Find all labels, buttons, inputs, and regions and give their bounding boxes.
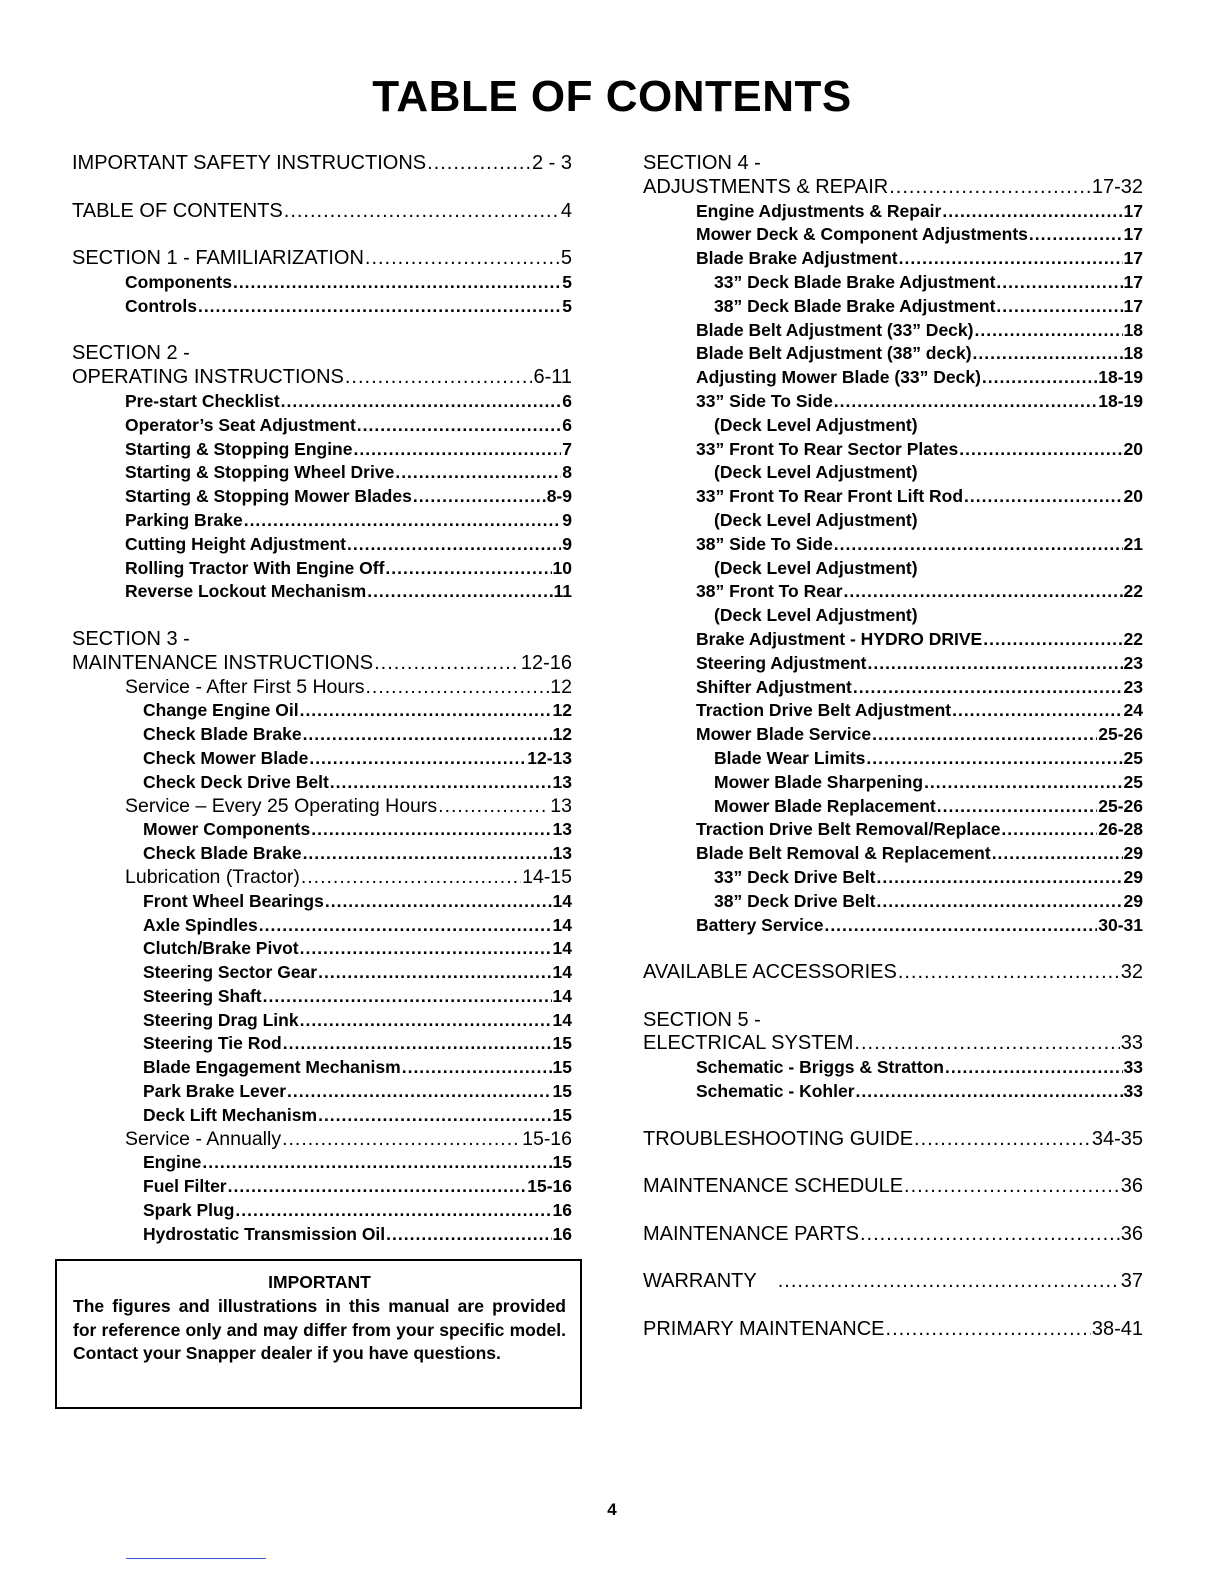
toc-subentry[interactable]: 38” Side To Side ..... 21 bbox=[643, 533, 1143, 557]
section-3-items bbox=[72, 676, 572, 1247]
toc-subentry[interactable]: Check Mower Blade ..... 12-13 bbox=[72, 747, 572, 771]
toc-subentry[interactable]: Schematic - Briggs & Stratton ..... 33 bbox=[643, 1056, 1143, 1080]
section-4-items bbox=[643, 200, 1143, 938]
toc-subentry[interactable]: Traction Drive Belt Adjustment ..... 24 bbox=[643, 699, 1143, 723]
toc-entry-label: MAINTENANCE INSTRUCTIONS bbox=[72, 651, 374, 674]
toc-right-column bbox=[643, 152, 1143, 1342]
toc-subentry[interactable]: Hydrostatic Transmission Oil ..... 16 bbox=[72, 1223, 572, 1247]
toc-subentry-note: (Deck Level Adjustment) bbox=[714, 605, 918, 626]
toc-subentry[interactable]: 33” Front To Rear Front Lift Rod ..... 20 bbox=[643, 485, 1143, 509]
toc-subentry[interactable]: Shifter Adjustment ..... 23 bbox=[643, 676, 1143, 700]
toc-entry-section-4[interactable] bbox=[643, 176, 1143, 200]
toc-subentry[interactable]: Traction Drive Belt Removal/Replace ..... 26-28 bbox=[643, 818, 1143, 842]
toc-entry-accessories[interactable]: AVAILABLE ACCESSORIES ..... 32 bbox=[643, 961, 1143, 985]
toc-subentry[interactable]: Mower Blade Sharpening ..... 25 bbox=[643, 771, 1143, 795]
toc-subentry[interactable]: Pre-start Checklist ..... 6 bbox=[72, 390, 572, 414]
toc-group-entry[interactable]: Service - After First 5 Hours ..... 12 bbox=[72, 676, 572, 700]
toc-subentry[interactable]: Spark Plug ..... 16 bbox=[72, 1199, 572, 1223]
toc-subentry[interactable]: Controls ..... 5 bbox=[72, 295, 572, 319]
toc-subentry-note: (Deck Level Adjustment) bbox=[714, 462, 918, 483]
page-number: 4 bbox=[607, 1500, 617, 1519]
toc-subentry[interactable]: Blade Belt Adjustment (38” deck) ..... 18 bbox=[643, 342, 1143, 366]
toc-subentry[interactable]: Components ..... 5 bbox=[72, 271, 572, 295]
toc-entry-toc[interactable] bbox=[72, 200, 572, 224]
toc-entry-label: SECTION 1 - FAMILIARIZATION bbox=[72, 247, 364, 270]
toc-subentry[interactable]: Steering Adjustment ..... 23 bbox=[643, 652, 1143, 676]
toc-subentry[interactable]: Park Brake Lever ..... 15 bbox=[72, 1080, 572, 1104]
toc-subentry[interactable]: Steering Sector Gear ..... 14 bbox=[72, 961, 572, 985]
toc-subentry[interactable]: Cutting Height Adjustment ..... 9 bbox=[72, 533, 572, 557]
toc-entry-page: 12-16 bbox=[520, 651, 572, 674]
page-title: TABLE OF CONTENTS bbox=[372, 72, 852, 121]
toc-subentry[interactable]: Axle Spindles ..... 14 bbox=[72, 914, 572, 938]
section-2-items bbox=[72, 390, 572, 604]
toc-entry-label: IMPORTANT SAFETY INSTRUCTIONS bbox=[72, 152, 427, 174]
toc-subentry[interactable]: Mower Deck & Component Adjustments ..... 17 bbox=[643, 223, 1143, 247]
toc-entry-label: ADJUSTMENTS & REPAIR bbox=[643, 175, 889, 198]
toc-subentry[interactable]: Brake Adjustment - HYDRO DRIVE ..... 22 bbox=[643, 628, 1143, 652]
toc-entry-section-3[interactable] bbox=[72, 652, 572, 676]
toc-subentry[interactable]: Starting & Stopping Engine ..... 7 bbox=[72, 438, 572, 462]
toc-subentry[interactable]: Blade Belt Removal & Replacement ..... 29 bbox=[643, 842, 1143, 866]
toc-subentry[interactable]: Check Deck Drive Belt ..... 13 bbox=[72, 771, 572, 795]
toc-subentry[interactable]: Blade Belt Adjustment (33” Deck) ..... 18 bbox=[643, 319, 1143, 343]
toc-subentry[interactable]: Reverse Lockout Mechanism ..... 11 bbox=[72, 580, 572, 604]
toc-entry-page: 17-32 bbox=[1091, 175, 1143, 198]
toc-entry-label: OPERATING INSTRUCTIONS bbox=[72, 366, 344, 389]
toc-subentry[interactable]: Starting & Stopping Mower Blades ..... 8-9 bbox=[72, 485, 572, 509]
toc-subentry[interactable]: 33” Front To Rear Sector Plates ..... 20 bbox=[643, 438, 1143, 462]
toc-group-entry[interactable]: Service - Annually ..... 15-16 bbox=[72, 1128, 572, 1152]
section-2-heading: SECTION 2 - bbox=[72, 342, 190, 365]
toc-subentry-note: (Deck Level Adjustment) bbox=[714, 414, 918, 435]
toc-entry-section-1[interactable] bbox=[72, 247, 572, 271]
toc-subentry[interactable]: Steering Shaft ..... 14 bbox=[72, 985, 572, 1009]
toc-subentry[interactable]: Deck Lift Mechanism ..... 15 bbox=[72, 1104, 572, 1128]
toc-left-column bbox=[72, 152, 572, 1247]
toc-subentry[interactable]: Parking Brake ..... 9 bbox=[72, 509, 572, 533]
toc-subentry[interactable]: Fuel Filter ..... 15-16 bbox=[72, 1175, 572, 1199]
toc-group-entry[interactable]: Lubrication (Tractor) ..... 14-15 bbox=[72, 866, 572, 890]
section-5-heading: SECTION 5 - bbox=[643, 1008, 761, 1031]
toc-entry-safety[interactable] bbox=[72, 152, 572, 176]
toc-entry-maintenance-parts[interactable]: MAINTENANCE PARTS ..... 36 bbox=[643, 1223, 1143, 1247]
toc-entry-page: 5 bbox=[560, 247, 572, 270]
toc-subentry[interactable]: Steering Tie Rod ..... 15 bbox=[72, 1032, 572, 1056]
toc-group-entry[interactable]: Service – Every 25 Operating Hours ..... 13 bbox=[72, 795, 572, 819]
toc-subentry[interactable]: 33” Side To Side ..... 18-19 bbox=[643, 390, 1143, 414]
toc-subentry[interactable]: Clutch/Brake Pivot ..... 14 bbox=[72, 937, 572, 961]
toc-subentry[interactable]: 33” Deck Drive Belt ..... 29 bbox=[643, 866, 1143, 890]
toc-subentry[interactable]: Adjusting Mower Blade (33” Deck) ..... 18-19 bbox=[643, 366, 1143, 390]
toc-subentry[interactable]: Schematic - Kohler ..... 33 bbox=[643, 1080, 1143, 1104]
toc-subentry-note: (Deck Level Adjustment) bbox=[714, 557, 918, 578]
toc-subentry[interactable]: 38” Front To Rear ..... 22 bbox=[643, 580, 1143, 604]
section-3-heading: SECTION 3 - bbox=[72, 627, 190, 650]
toc-subentry[interactable]: Front Wheel Bearings ..... 14 bbox=[72, 890, 572, 914]
toc-entry-maintenance-schedule[interactable]: MAINTENANCE SCHEDULE ..... 36 bbox=[643, 1175, 1143, 1199]
toc-subentry[interactable]: 38” Deck Drive Belt ..... 29 bbox=[643, 890, 1143, 914]
toc-entry-section-5[interactable]: ELECTRICAL SYSTEM ..... 33 bbox=[643, 1032, 1143, 1056]
toc-subentry[interactable]: Mower Blade Service ..... 25-26 bbox=[643, 723, 1143, 747]
toc-subentry[interactable]: Steering Drag Link ..... 14 bbox=[72, 1009, 572, 1033]
toc-subentry[interactable]: Operator’s Seat Adjustment ..... 6 bbox=[72, 414, 572, 438]
toc-entry-page: 6-11 bbox=[533, 366, 572, 389]
toc-subentry[interactable]: Mower Blade Replacement ..... 25-26 bbox=[643, 795, 1143, 819]
toc-subentry[interactable]: Blade Brake Adjustment ..... 17 bbox=[643, 247, 1143, 271]
toc-subentry-note: (Deck Level Adjustment) bbox=[714, 509, 918, 530]
section-1-items bbox=[72, 271, 572, 319]
toc-subentry[interactable]: Change Engine Oil ..... 12 bbox=[72, 699, 572, 723]
toc-entry-warranty[interactable]: WARRANTY ..... 37 bbox=[643, 1270, 1143, 1294]
toc-subentry[interactable]: Check Blade Brake ..... 12 bbox=[72, 723, 572, 747]
toc-entry-primary-maintenance[interactable]: PRIMARY MAINTENANCE ..... 38-41 bbox=[643, 1318, 1143, 1342]
toc-subentry[interactable]: Blade Wear Limits ..... 25 bbox=[643, 747, 1143, 771]
toc-subentry[interactable]: Check Blade Brake ..... 13 bbox=[72, 842, 572, 866]
toc-entry-label: TABLE OF CONTENTS bbox=[72, 199, 283, 222]
footer-rule bbox=[126, 1558, 266, 1559]
toc-subentry[interactable]: 38” Deck Blade Brake Adjustment ..... 17 bbox=[643, 295, 1143, 319]
toc-subentry[interactable]: Engine Adjustments & Repair ..... 17 bbox=[643, 200, 1143, 224]
toc-subentry[interactable]: Engine ..... 15 bbox=[72, 1151, 572, 1175]
toc-subentry[interactable]: Mower Components ..... 13 bbox=[72, 818, 572, 842]
toc-entry-page: 2 - 3 bbox=[531, 152, 572, 174]
toc-subentry[interactable]: 33” Deck Blade Brake Adjustment ..... 17 bbox=[643, 271, 1143, 295]
important-notice-box bbox=[55, 1259, 582, 1409]
toc-entry-troubleshooting[interactable]: TROUBLESHOOTING GUIDE ..... 34-35 bbox=[643, 1128, 1143, 1152]
toc-subentry[interactable]: Rolling Tractor With Engine Off ..... 10 bbox=[72, 557, 572, 581]
toc-subentry[interactable]: Battery Service ..... 30-31 bbox=[643, 914, 1143, 938]
toc-subentry[interactable]: Blade Engagement Mechanism ..... 15 bbox=[72, 1056, 572, 1080]
toc-entry-section-2[interactable] bbox=[72, 366, 572, 390]
notice-heading: IMPORTANT bbox=[268, 1272, 371, 1292]
toc-subentry[interactable]: Starting & Stopping Wheel Drive ..... 8 bbox=[72, 461, 572, 485]
toc-entry-page: 4 bbox=[560, 199, 572, 222]
notice-body: The figures and illustrations in this manual are provided for reference only and may differ from your specific model. Contact your Snapper dealer if you have questions. bbox=[73, 1295, 566, 1364]
section-4-heading: SECTION 4 - bbox=[643, 152, 761, 174]
